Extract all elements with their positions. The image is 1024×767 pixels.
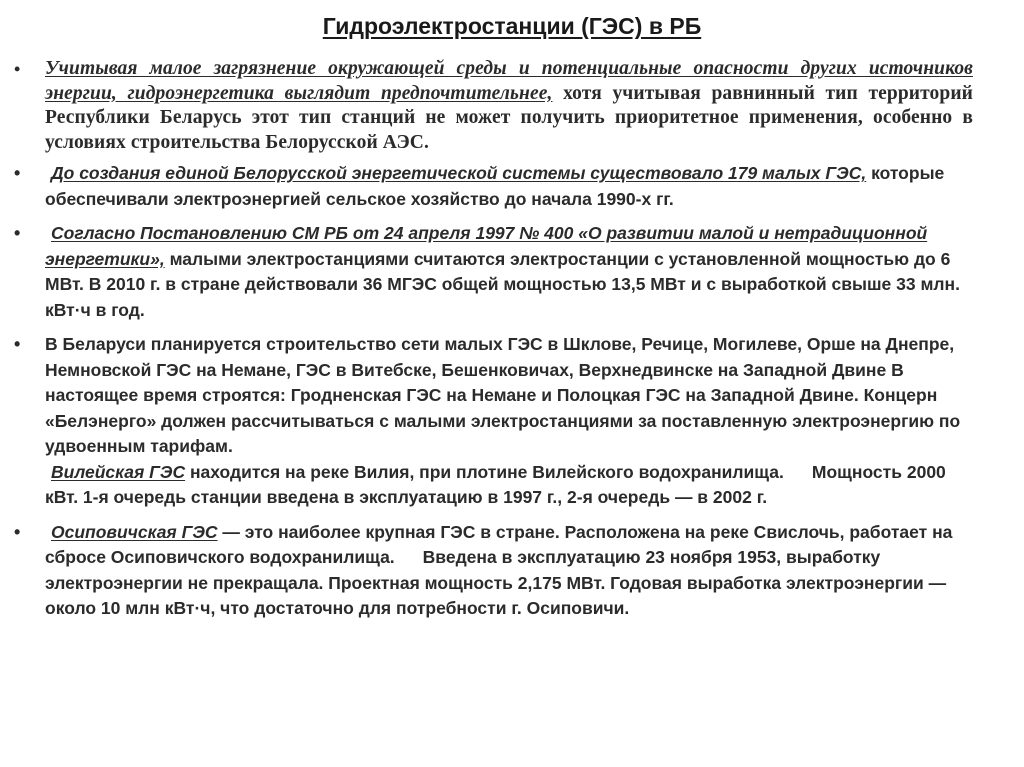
bullet-5-text-a: — это наиболее крупная ГЭС в стране. Расположена на реке Свислочь, работает на сбросе Осиповичского водохранилища. [45, 521, 953, 567]
bullet-3-emphasis: Согласно Постановлению СМ РБ от 24 апреля 1997 № 400 «О развитии малой и нетрадиционной энергетики», [45, 223, 928, 269]
bullet-3-text: малыми электростанциями считаются электростанции с установленной мощностью до 6 МВт. В 2010 г. в стране действовали 36 МГЭС общей мощностью 13,5 МВт и с выработкой свыше 33 млн. кВт·ч в год. [45, 248, 960, 320]
bullet-4-text: В Беларуси планируется строительство сети малых ГЭС в Шклове, Речице, Могилеве, Орше на Днепре, Немновской ГЭС на Немане, ГЭС в Витебске, Бешенковичах, Верхнедвинске на Западной Двине В настоящее время строятся: Гродненская ГЭС на Немане и Полоцкая ГЭС на Западной Двине. Концерн «Белэнерго» должен рассчитываться с малыми электростанциями за поставленную электроэнергию по удвоенным тарифам. [45, 334, 961, 456]
bullet-item-1 [0, 57, 973, 155]
bullet-4-sub-emphasis: Вилейская ГЭС [51, 461, 186, 482]
bullet-marker: • [14, 59, 21, 79]
bullet-marker: • [14, 521, 21, 542]
bullet-marker: • [14, 163, 21, 183]
bullet-1-emphasis: Учитывая малое загрязнение окружающей среды и потенциальные опасности других источников энергии, гидроэнергетика выглядит предпочтительнее, [45, 58, 973, 104]
bullet-list [0, 57, 1024, 630]
bullet-marker: • [14, 334, 21, 354]
bullet-item-2 [0, 161, 973, 212]
bullet-item-5 [0, 520, 973, 622]
slide-title: Гидроэлектростанции (ГЭС) в РБ [322, 13, 702, 39]
bullet-1-text: хотя учитывая равнинный тип территорий Республики Беларусь этот тип станций не может получить приоритетное применения, особенно в условиях строительства Белорусской АЭС. [45, 82, 974, 153]
bullet-4-sub-text-b: Мощность 2000 кВт. 1-я очередь станции введена в эксплуатацию в 1997 г., 2-я очередь — в 2002 г. [45, 461, 946, 507]
bullet-5-text-b: Введена в эксплуатацию 23 ноября 1953, выработку электроэнергии не прекращала. Проектная мощность 2,175 МВт. Годовая выработка электроэнергии — около 10 млн кВт·ч, что достаточно для потребности г. Осиповичи. [45, 547, 947, 618]
bullet-4-sub-text-a: находится на реке Вилия, при плотине Вилейского водохранилища. [185, 461, 784, 482]
bullet-item-4 [0, 332, 973, 511]
bullet-item-3 [0, 221, 973, 323]
bullet-5-emphasis: Осиповичская ГЭС [51, 521, 218, 542]
bullet-2-emphasis: До создания единой Белорусской энергетической системы существовало 179 малых ГЭС, [51, 163, 867, 183]
bullet-marker: • [14, 223, 21, 243]
bullet-4-subparagraph [45, 460, 973, 511]
bullet-2-text: которые обеспечивали электроэнергией сельское хозяйство до начала 1990-х гг. [45, 163, 945, 209]
